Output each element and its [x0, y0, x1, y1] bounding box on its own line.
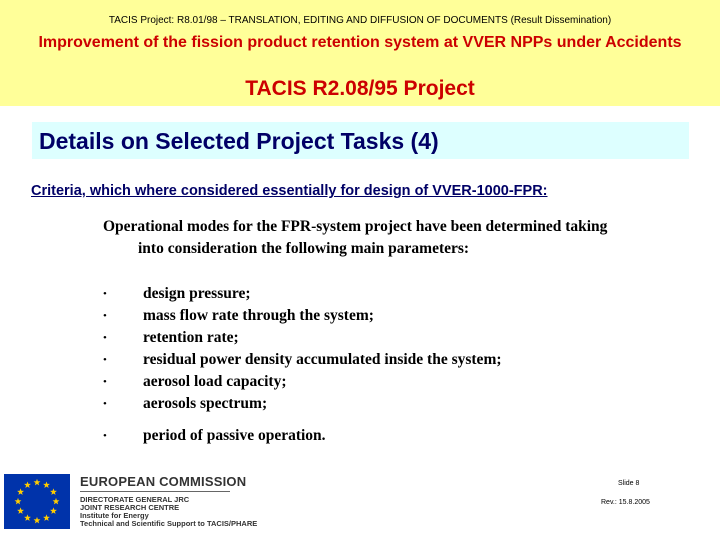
bullet: •: [103, 376, 107, 388]
intro-paragraph: [103, 216, 703, 260]
bullet: •: [103, 430, 107, 442]
list-item-text: period of passive operation.: [143, 427, 326, 444]
organization-subline: Technical and Scientific Support to TACIS/PHARE: [80, 519, 258, 528]
eu-flag-icon: [4, 474, 70, 529]
header-band: [0, 0, 720, 106]
list-item-text: residual power density accumulated inside the system;: [143, 351, 502, 368]
list-item-text: aerosol load capacity;: [143, 373, 287, 390]
revision-date: Rev.: 15.8.2005: [601, 499, 650, 506]
organization-name: EUROPEAN COMMISSION: [80, 474, 247, 489]
criteria-heading: Criteria, which where considered essentially for design of VVER-1000-FPR:: [31, 183, 548, 199]
bullet: •: [103, 288, 107, 300]
bullet: •: [103, 398, 107, 410]
intro-line-2: into consideration the following main parameters:: [138, 240, 470, 257]
list-item-text: aerosols spectrum;: [143, 395, 268, 412]
slide-number: Slide 8: [618, 480, 640, 487]
slide-title: Improvement of the fission product retention system at VVER NPPs under Accidents: [38, 34, 682, 51]
bullet: •: [103, 354, 107, 366]
slide-subtitle: TACIS R2.08/95 Project: [245, 77, 475, 100]
list-item-text: design pressure;: [143, 285, 251, 302]
divider: [80, 491, 230, 492]
section-title: Details on Selected Project Tasks (4): [39, 128, 439, 154]
section-heading-box: [32, 122, 689, 159]
list-item-text: mass flow rate through the system;: [143, 307, 374, 324]
project-line: TACIS Project: R8.01/98 – TRANSLATION, EDITING AND DIFFUSION OF DOCUMENTS (Result Dissemination): [108, 15, 612, 26]
intro-line-1: Operational modes for the FPR-system project have been determined taking: [103, 218, 608, 235]
list-item-text: retention rate;: [143, 329, 239, 346]
organization-subline: Institute for Energy: [80, 511, 149, 520]
bullet: •: [103, 332, 107, 344]
bullet: •: [103, 310, 107, 322]
organization-subline: DIRECTORATE GENERAL JRC: [80, 495, 190, 504]
organization-subline: JOINT RESEARCH CENTRE: [80, 503, 180, 512]
